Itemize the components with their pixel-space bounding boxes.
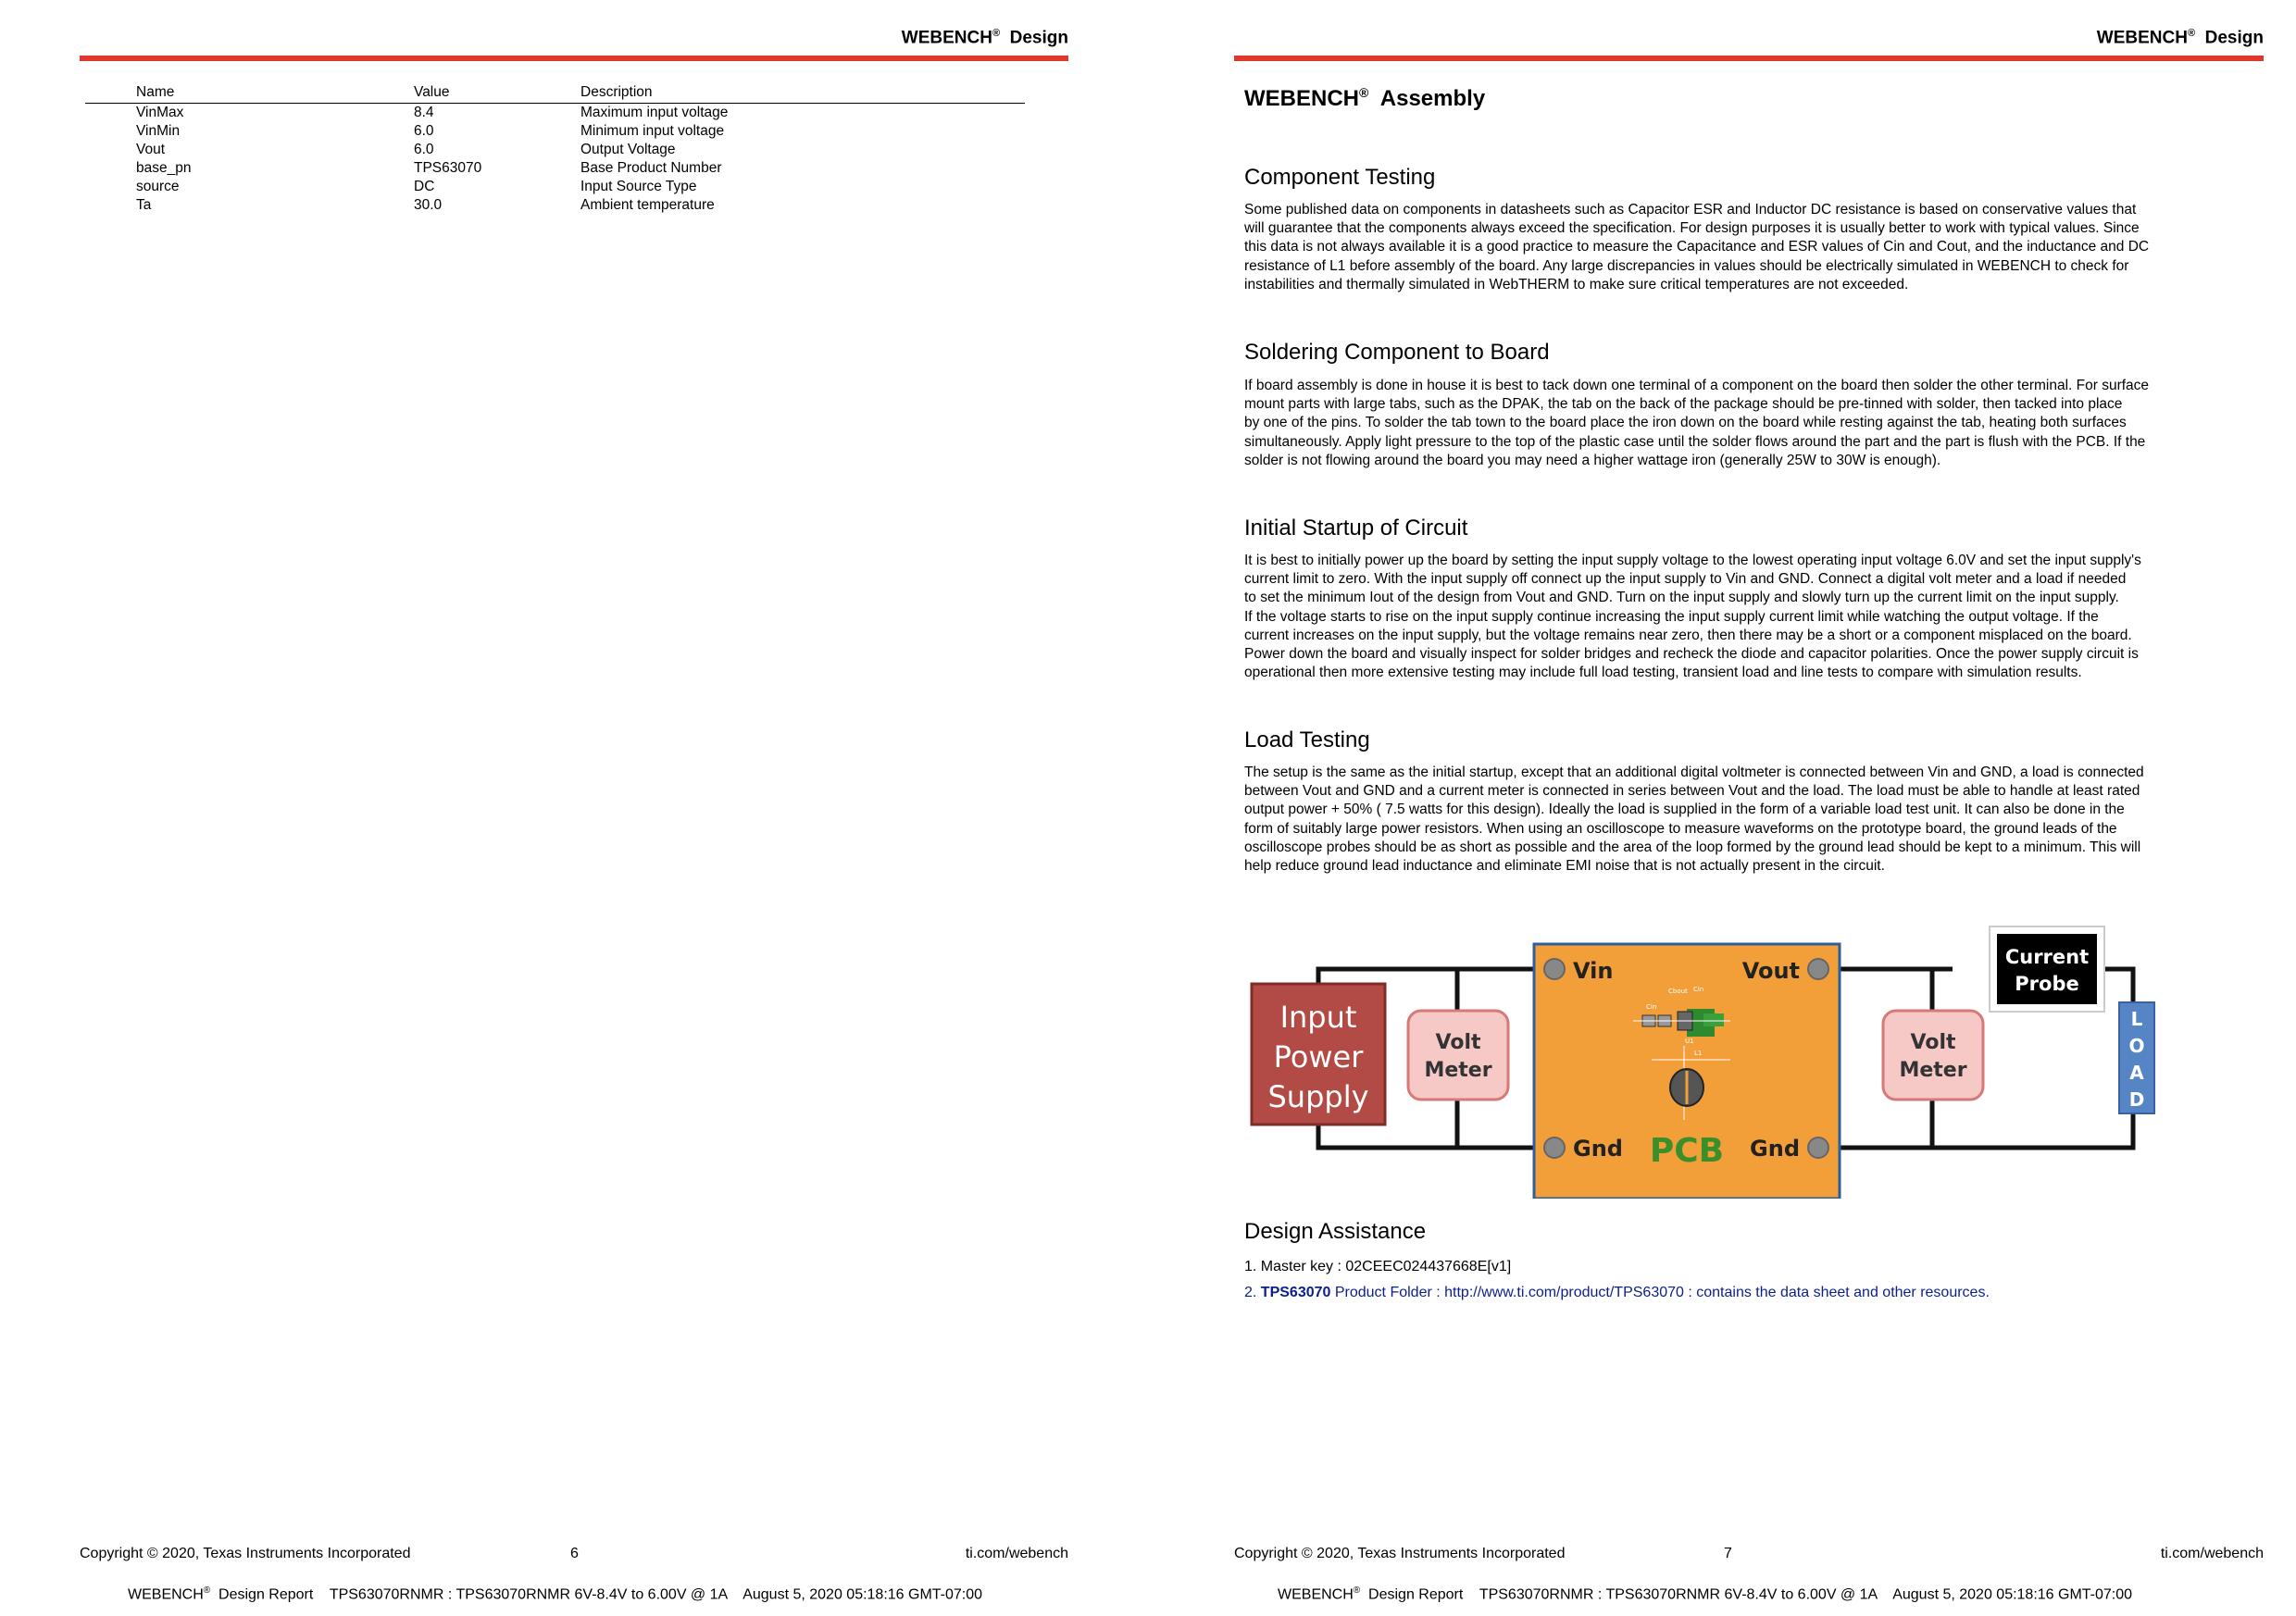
pcb-label: PCB <box>1649 1132 1725 1170</box>
column-header-value: Value <box>414 84 450 100</box>
product-folder-text: Product Folder : http://www.ti.com/product/TPS63070 : contains the data sheet and other resources. <box>1330 1285 1990 1300</box>
paragraph-line: current limit to zero. With the input supply off connect up the input supply to Vin and GND. Connect a digital volt meter and a load if needed <box>1244 571 2127 588</box>
load-testing-diagram <box>1244 921 2170 1199</box>
paragraph-line: output power + 50% ( 7.5 watts for this design). Ideally the load is supplied in the form of a variable load test unit. It can also be done in the <box>1244 802 2125 818</box>
section-heading-soldering: Soldering Component to Board <box>1244 340 1550 365</box>
pcb-copper-pour <box>1703 1013 1724 1026</box>
product-part-number: TPS63070 <box>1260 1285 1331 1300</box>
master-key-item: 1. Master key : 02CEEC024437668E[v1] <box>1244 1259 1512 1274</box>
current-probe-label: Current <box>2004 946 2090 968</box>
paragraph-line: Some published data on components in datasheets such as Capacitor ESR and Inductor DC resistance is based on conservative values that <box>1244 202 2137 218</box>
paragraph-line: instabilities and thermally simulated in WebTHERM to make sure critical temperatures are not exceeded. <box>1244 276 1909 292</box>
paragraph-line: solder is not flowing around the board you may need a higher wattage iron (generally 25W to 30W is enough). <box>1244 452 1941 468</box>
param-value: TPS63070 <box>414 160 482 176</box>
table-row <box>85 122 1025 141</box>
volt-meter-output <box>1883 1011 1983 1100</box>
paragraph-line: current increases on the input supply, but the voltage remains near zero, then there may be a short or a component misplaced on the board. <box>1244 627 2132 643</box>
param-name: VinMax <box>136 105 184 120</box>
vin-label: Vin <box>1573 958 1614 984</box>
footer-report-line <box>128 1585 982 1603</box>
paragraph-line: oscilloscope probes should be as short as possible and the area of the loop formed by the ground lead should be kept to a minimum. This will <box>1244 839 2141 855</box>
footer-site-link[interactable]: ti.com/webench <box>2160 1546 2264 1561</box>
section-body-initial-startup <box>1244 552 2240 682</box>
volt-meter-label: Meter <box>1424 1059 1492 1082</box>
paragraph-line: It is best to initially power up the board by setting the input supply voltage to the lowest operating input voltage 6.0V and set the input supply's <box>1244 553 2141 568</box>
section-body-soldering <box>1244 377 2240 470</box>
vin-terminal <box>1544 959 1565 979</box>
param-name: base_pn <box>136 160 192 176</box>
footer-site-link[interactable]: ti.com/webench <box>965 1546 1068 1561</box>
title-reg: ® <box>1359 85 1369 100</box>
paragraph-line: by one of the pins. To solder the tab town to the board place the iron down on the board while resting against the tab, heating both surfaces <box>1244 415 2127 431</box>
footer-report-reg: ® <box>1353 1585 1361 1596</box>
paragraph-line: simultaneously. Apply light pressure to the top of the plastic case until the solder flows around the part and the part is flush with the PCB. If the <box>1244 433 2146 450</box>
supply-label: Input <box>1279 1000 1357 1035</box>
header-brand: WEBENCH <box>901 28 992 48</box>
header-reg: ® <box>2187 28 2196 39</box>
table-row <box>85 159 1025 178</box>
param-description: Ambient temperature <box>580 197 715 213</box>
footer-copyright: Copyright © 2020, Texas Instruments Incorporated <box>80 1546 411 1561</box>
load-letter: A <box>2129 1062 2144 1084</box>
pcb-part-label: U1 <box>1685 1038 1694 1045</box>
footer-report-reg: ® <box>203 1585 211 1596</box>
load-letter: L <box>2130 1008 2143 1030</box>
footer-report-text: Design Report TPS63070RNMR : TPS63070RNMR 6V-8.4V to 6.00V @ 1A August 5, 2020 05:18:16 GMT-07:00 <box>1368 1586 2133 1603</box>
volt-meter-input <box>1408 1011 1508 1100</box>
gnd-terminal-right <box>1808 1137 1828 1158</box>
gnd-label-left: Gnd <box>1573 1136 1623 1162</box>
footer-report-text: Design Report TPS63070RNMR : TPS63070RNMR 6V-8.4V to 6.00V @ 1A August 5, 2020 05:18:16 GMT-07:00 <box>218 1586 983 1603</box>
gnd-terminal-left <box>1544 1137 1565 1158</box>
paragraph-line: form of suitably large power resistors. When using an oscilloscope to measure waveforms on the prototype board, the ground leads of the <box>1244 820 2117 837</box>
param-value: 8.4 <box>414 105 434 120</box>
pcb-part-label: Cbout <box>1668 988 1688 995</box>
paragraph-line: between Vout and GND and a current meter is connected in series between Vout and the load. The load must be able to handle at least rated <box>1244 783 2140 800</box>
paragraph-line: help reduce ground lead inductance and eliminate EMI noise that is not actually present in the circuit. <box>1244 858 1885 875</box>
table-row <box>85 196 1025 215</box>
title-brand: WEBENCH <box>1244 86 1359 111</box>
table-row <box>85 141 1025 159</box>
load-letter: D <box>2128 1088 2145 1111</box>
header-divider <box>1234 56 2264 61</box>
header-suffix: Design <box>1009 28 1068 48</box>
page-header <box>902 28 1068 48</box>
param-value: DC <box>414 179 435 194</box>
pcb-part-label: L1 <box>1694 1050 1703 1057</box>
param-name: source <box>136 179 180 194</box>
footer-page-number: 6 <box>570 1546 579 1561</box>
section-heading-load-testing: Load Testing <box>1244 727 1370 752</box>
footer-report-brand: WEBENCH <box>1278 1586 1354 1603</box>
list-number: 2. <box>1244 1285 1261 1300</box>
footer-copyright: Copyright © 2020, Texas Instruments Incorporated <box>1234 1546 1566 1561</box>
section-heading-initial-startup: Initial Startup of Circuit <box>1244 516 1468 541</box>
section-heading-component-testing: Component Testing <box>1244 165 1436 190</box>
column-header-description: Description <box>580 84 653 100</box>
paragraph-line: If the voltage starts to rise on the input supply continue increasing the input supply current limit while watching the output voltage. If the <box>1244 608 2099 625</box>
param-description: Output Voltage <box>580 142 676 157</box>
paragraph-line: resistance of L1 before assembly of the board. Any large discrepancies in values should be electrically simulated in WEBENCH to check for <box>1244 257 2129 274</box>
supply-label: Power <box>1273 1039 1364 1075</box>
param-value: 6.0 <box>414 123 434 139</box>
footer-report-line <box>1278 1585 2132 1603</box>
section-heading-design-assistance: Design Assistance <box>1244 1219 1427 1244</box>
footer-page-number: 7 <box>1724 1546 1732 1561</box>
params-table <box>85 83 1025 215</box>
volt-meter-label: Meter <box>1899 1059 1967 1082</box>
header-brand: WEBENCH <box>2096 28 2188 48</box>
current-probe-label: Probe <box>2015 973 2079 995</box>
header-suffix: Design <box>2204 28 2264 48</box>
product-folder-link[interactable] <box>1244 1285 1990 1301</box>
page-header <box>2097 28 2264 48</box>
volt-meter-label: Volt <box>1435 1031 1481 1054</box>
paragraph-line: this data is not always available it is a good practice to measure the Capacitance and ESR values of Cin and Cout, and the inductance and DC <box>1244 239 2150 255</box>
table-header-row <box>85 83 1025 104</box>
table-row <box>85 104 1025 122</box>
vout-terminal <box>1808 959 1828 979</box>
paragraph-line: to set the minimum Iout of the design from Vout and GND. Turn on the input supply and slowly turn up the current limit on the input supply. <box>1244 590 2119 606</box>
paragraph-line: Power down the board and visually inspect for solder bridges and recheck the diode and capacitor polarities. Once the power supply circuit is <box>1244 646 2139 663</box>
param-description: Input Source Type <box>580 179 697 194</box>
paragraph-line: mount parts with large tabs, such as the DPAK, the tab on the back of the package should be pre-tinned with solder, then tacked into place <box>1244 396 2123 413</box>
pcb-part-label: Cin <box>1646 1003 1657 1011</box>
pcb-part-label: Cin <box>1693 986 1704 993</box>
vout-label: Vout <box>1741 958 1800 984</box>
paragraph-line: will guarantee that the components always exceed the specification. For design purposes it is usually better to work with typical values. Since <box>1244 220 2140 237</box>
report-page-7 <box>1148 0 2296 1616</box>
supply-label: Supply <box>1267 1079 1369 1114</box>
volt-meter-label: Volt <box>1910 1031 1956 1054</box>
param-value: 6.0 <box>414 142 434 157</box>
param-value: 30.0 <box>414 197 443 213</box>
gnd-label-right: Gnd <box>1750 1136 1800 1162</box>
header-divider <box>80 56 1068 61</box>
param-description: Maximum input voltage <box>580 105 729 120</box>
title-suffix: Assembly <box>1379 86 1486 111</box>
paragraph-line: If board assembly is done in house it is best to tack down one terminal of a component on the board then solder the other terminal. For surface <box>1244 378 2150 393</box>
section-body-component-testing <box>1244 201 2240 294</box>
param-description: Base Product Number <box>580 160 722 176</box>
load-letter: O <box>2128 1035 2145 1057</box>
section-body-load-testing <box>1244 764 2240 876</box>
param-name: VinMin <box>136 123 181 139</box>
table-row <box>85 178 1025 196</box>
param-description: Minimum input voltage <box>580 123 725 139</box>
paragraph-line: operational then more extensive testing may include full load testing, transient load and line tests to compare with simulation results. <box>1244 665 2082 681</box>
paragraph-line: The setup is the same as the initial startup, except that an additional digital voltmeter is connected between Vin and GND, a load is connected <box>1244 764 2144 780</box>
column-header-name: Name <box>136 84 175 100</box>
page-title <box>1244 85 1485 112</box>
param-name: Ta <box>136 197 152 213</box>
param-name: Vout <box>136 142 166 157</box>
header-reg: ® <box>992 28 1001 39</box>
footer-report-brand: WEBENCH <box>128 1586 204 1603</box>
